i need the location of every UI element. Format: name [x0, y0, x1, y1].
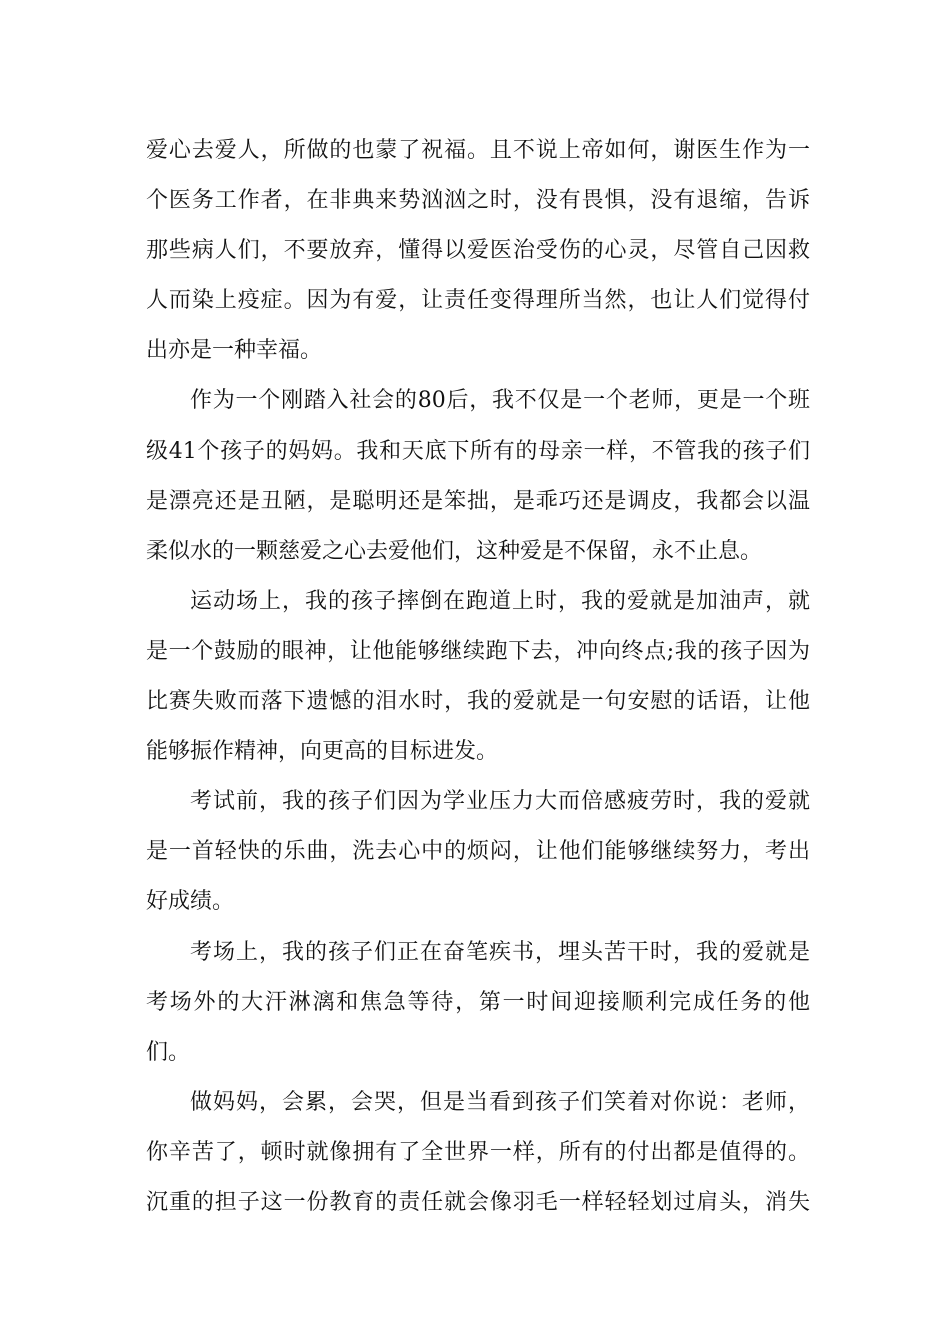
text-line: 级41个孩子的妈妈。我和天底下所有的母亲一样，不管我的孩子们: [146, 438, 810, 464]
text-line: 是一首轻快的乐曲，洗去心中的烦闷，让他们能够继续努力，考出: [146, 839, 810, 865]
text-line: 运动场上，我的孩子摔倒在跑道上时，我的爱就是加油声，就: [190, 588, 810, 614]
text-line: 那些病人们，不要放弃，懂得以爱医治受伤的心灵，尽管自己因救: [146, 238, 810, 264]
text-line: 做妈妈，会累，会哭，但是当看到孩子们笑着对你说：老师，: [190, 1089, 810, 1115]
text-line: 出亦是一种幸福。: [146, 338, 323, 364]
text-line: 考场外的大汗淋漓和焦急等待，第一时间迎接顺利完成任务的他: [146, 989, 810, 1015]
text-line: 个医务工作者，在非典来势汹汹之时，没有畏惧，没有退缩，告诉: [146, 188, 810, 214]
text-line: 作为一个刚踏入社会的80后，我不仅是一个老师，更是一个班: [190, 388, 810, 414]
text-line: 柔似水的一颗慈爱之心去爱他们，这种爱是不保留，永不止息。: [146, 538, 763, 564]
text-line: 考场上，我的孩子们正在奋笔疾书，埋头苦干时，我的爱就是: [190, 939, 810, 965]
body-text: [146, 126, 810, 1228]
text-line: 考试前，我的孩子们因为学业压力大而倍感疲劳时，我的爱就: [190, 789, 810, 815]
text-line: 人而染上疫症。因为有爱，让责任变得理所当然，也让人们觉得付: [146, 288, 810, 314]
text-line: 比赛失败而落下遗憾的泪水时，我的爱就是一句安慰的话语，让他: [146, 689, 810, 715]
text-line: 好成绩。: [146, 889, 235, 915]
text-line: 是漂亮还是丑陋，是聪明还是笨拙，是乖巧还是调皮，我都会以温: [146, 488, 810, 514]
text-line: 们。: [146, 1039, 191, 1065]
text-line: 沉重的担子这一份教育的责任就会像羽毛一样轻轻划过肩头，消失: [146, 1189, 810, 1215]
text-line: 你辛苦了，顿时就像拥有了全世界一样，所有的付出都是值得的。: [146, 1139, 810, 1165]
text-line: 是一个鼓励的眼神，让他能够继续跑下去，冲向终点;我的孩子因为: [146, 638, 810, 664]
text-line: 爱心去爱人，所做的也蒙了祝福。且不说上帝如何，谢医生作为一: [146, 138, 810, 163]
text-line: 能够振作精神，向更高的目标进发。: [146, 739, 499, 765]
